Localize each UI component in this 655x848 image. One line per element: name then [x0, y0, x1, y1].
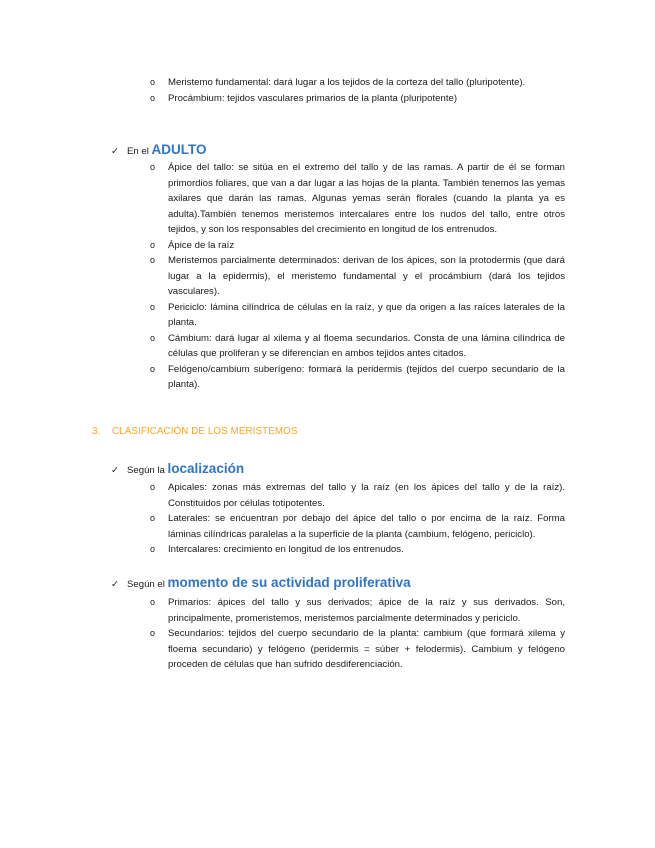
bullet: o — [150, 255, 156, 265]
section-heading: 3. CLASIFICACIÓN DE LOS MERISTEMOS — [92, 426, 298, 437]
checkmark-icon: ✓ — [111, 465, 120, 476]
localizacion-list — [150, 480, 565, 558]
bullet: o — [150, 162, 156, 172]
list-item: o Primarios: ápices del tallo y sus derivados; ápice de la raíz y sus derivados. Son, principalmente, promeristemos, meristemos parcialmente determinados y periciclo. — [150, 597, 565, 624]
bullet: o — [150, 513, 156, 523]
list-item: o Apicales: zonas más extremas del tallo y la raíz (en los ápices del tallo y de la raíz). Constituidos por células totipotentes. — [150, 482, 565, 509]
heading-actividad: ✓ Según el momento de su actividad proliferativa — [111, 575, 411, 590]
bullet: o — [150, 597, 156, 607]
list-item: o Intercalares: crecimiento en longitud de los entrenudos. — [150, 542, 565, 558]
list-item: o Felógeno/cambium suberígeno: formará la peridermis (tejidos del cuerpo secundario de la planta). — [150, 363, 565, 390]
list-item: o Cámbium: dará lugar al xilema y al floema secundarios. Consta de una lámina cilíndrica de células que proliferan y se diferencian en ambos tejidos antes citados. — [150, 332, 565, 359]
bullet: o — [150, 628, 156, 638]
list-item: o Procámbium: tejidos vasculares primarios de la planta (pluripotente) — [150, 91, 565, 107]
bullet: o — [150, 482, 156, 492]
bullet: o — [150, 77, 156, 87]
list-item: o Secundarios: tejidos del cuerpo secundario de la planta: cambium (que formará xilema y floema secundario) y felógeno (peridermis = súber + felodermis). Cambium y felógeno proceden de células que han sufrido desdiferenciación. — [150, 628, 565, 670]
bullet: o — [150, 363, 156, 374]
bullet: o — [150, 332, 156, 343]
bullet: o — [150, 301, 156, 312]
bullet: o — [150, 239, 156, 250]
adulto-list — [150, 160, 565, 393]
top-list — [150, 75, 565, 106]
list-item: o Meristemo fundamental: dará lugar a los tejidos de la corteza del tallo (pluripotente). — [150, 75, 565, 91]
heading-adulto: ✓ En el ADULTO — [111, 142, 207, 157]
checkmark-icon: ✓ — [111, 146, 120, 157]
list-item: o Periciclo: lámina cilíndrica de células en la raíz, y que da origen a las raíces laterales de la planta. — [150, 301, 565, 328]
actividad-list — [150, 595, 565, 673]
list-item: o Ápice de la raíz — [150, 238, 565, 254]
list-item: o Laterales: se encuentran por debajo del ápice del tallo o por encima de la raíz. Forma láminas cilíndricas paralelas a la superficie de la planta (cambium, felógeno, periciclo). — [150, 513, 565, 540]
heading-localizacion: ✓ Según la localización — [111, 461, 245, 476]
list-item: o Ápice del tallo: se sitúa en el extremo del tallo y de las ramas. A partir de él se forman primordios foliares, que van a dar lugar a las hojas de la planta. También tenemos las yemas axilares que darán las ramas. Algunas yemas serán florales (cuando la planta ya es adulta).También tenemos meristemos intercalares entre los nudos del tallo, entre otros tejidos, y son los responsables del crecimiento en longitud de los entrenudos. — [150, 162, 565, 235]
checkmark-icon: ✓ — [111, 579, 120, 590]
list-item: o Meristemos parcialmente determinados: derivan de los ápices, son la protodermis (que dará lugar a la epidermis), el meristemo fundamental y el procámbium (dará los tejidos vasculares). — [150, 255, 565, 297]
bullet: o — [150, 92, 156, 103]
bullet: o — [150, 544, 156, 554]
